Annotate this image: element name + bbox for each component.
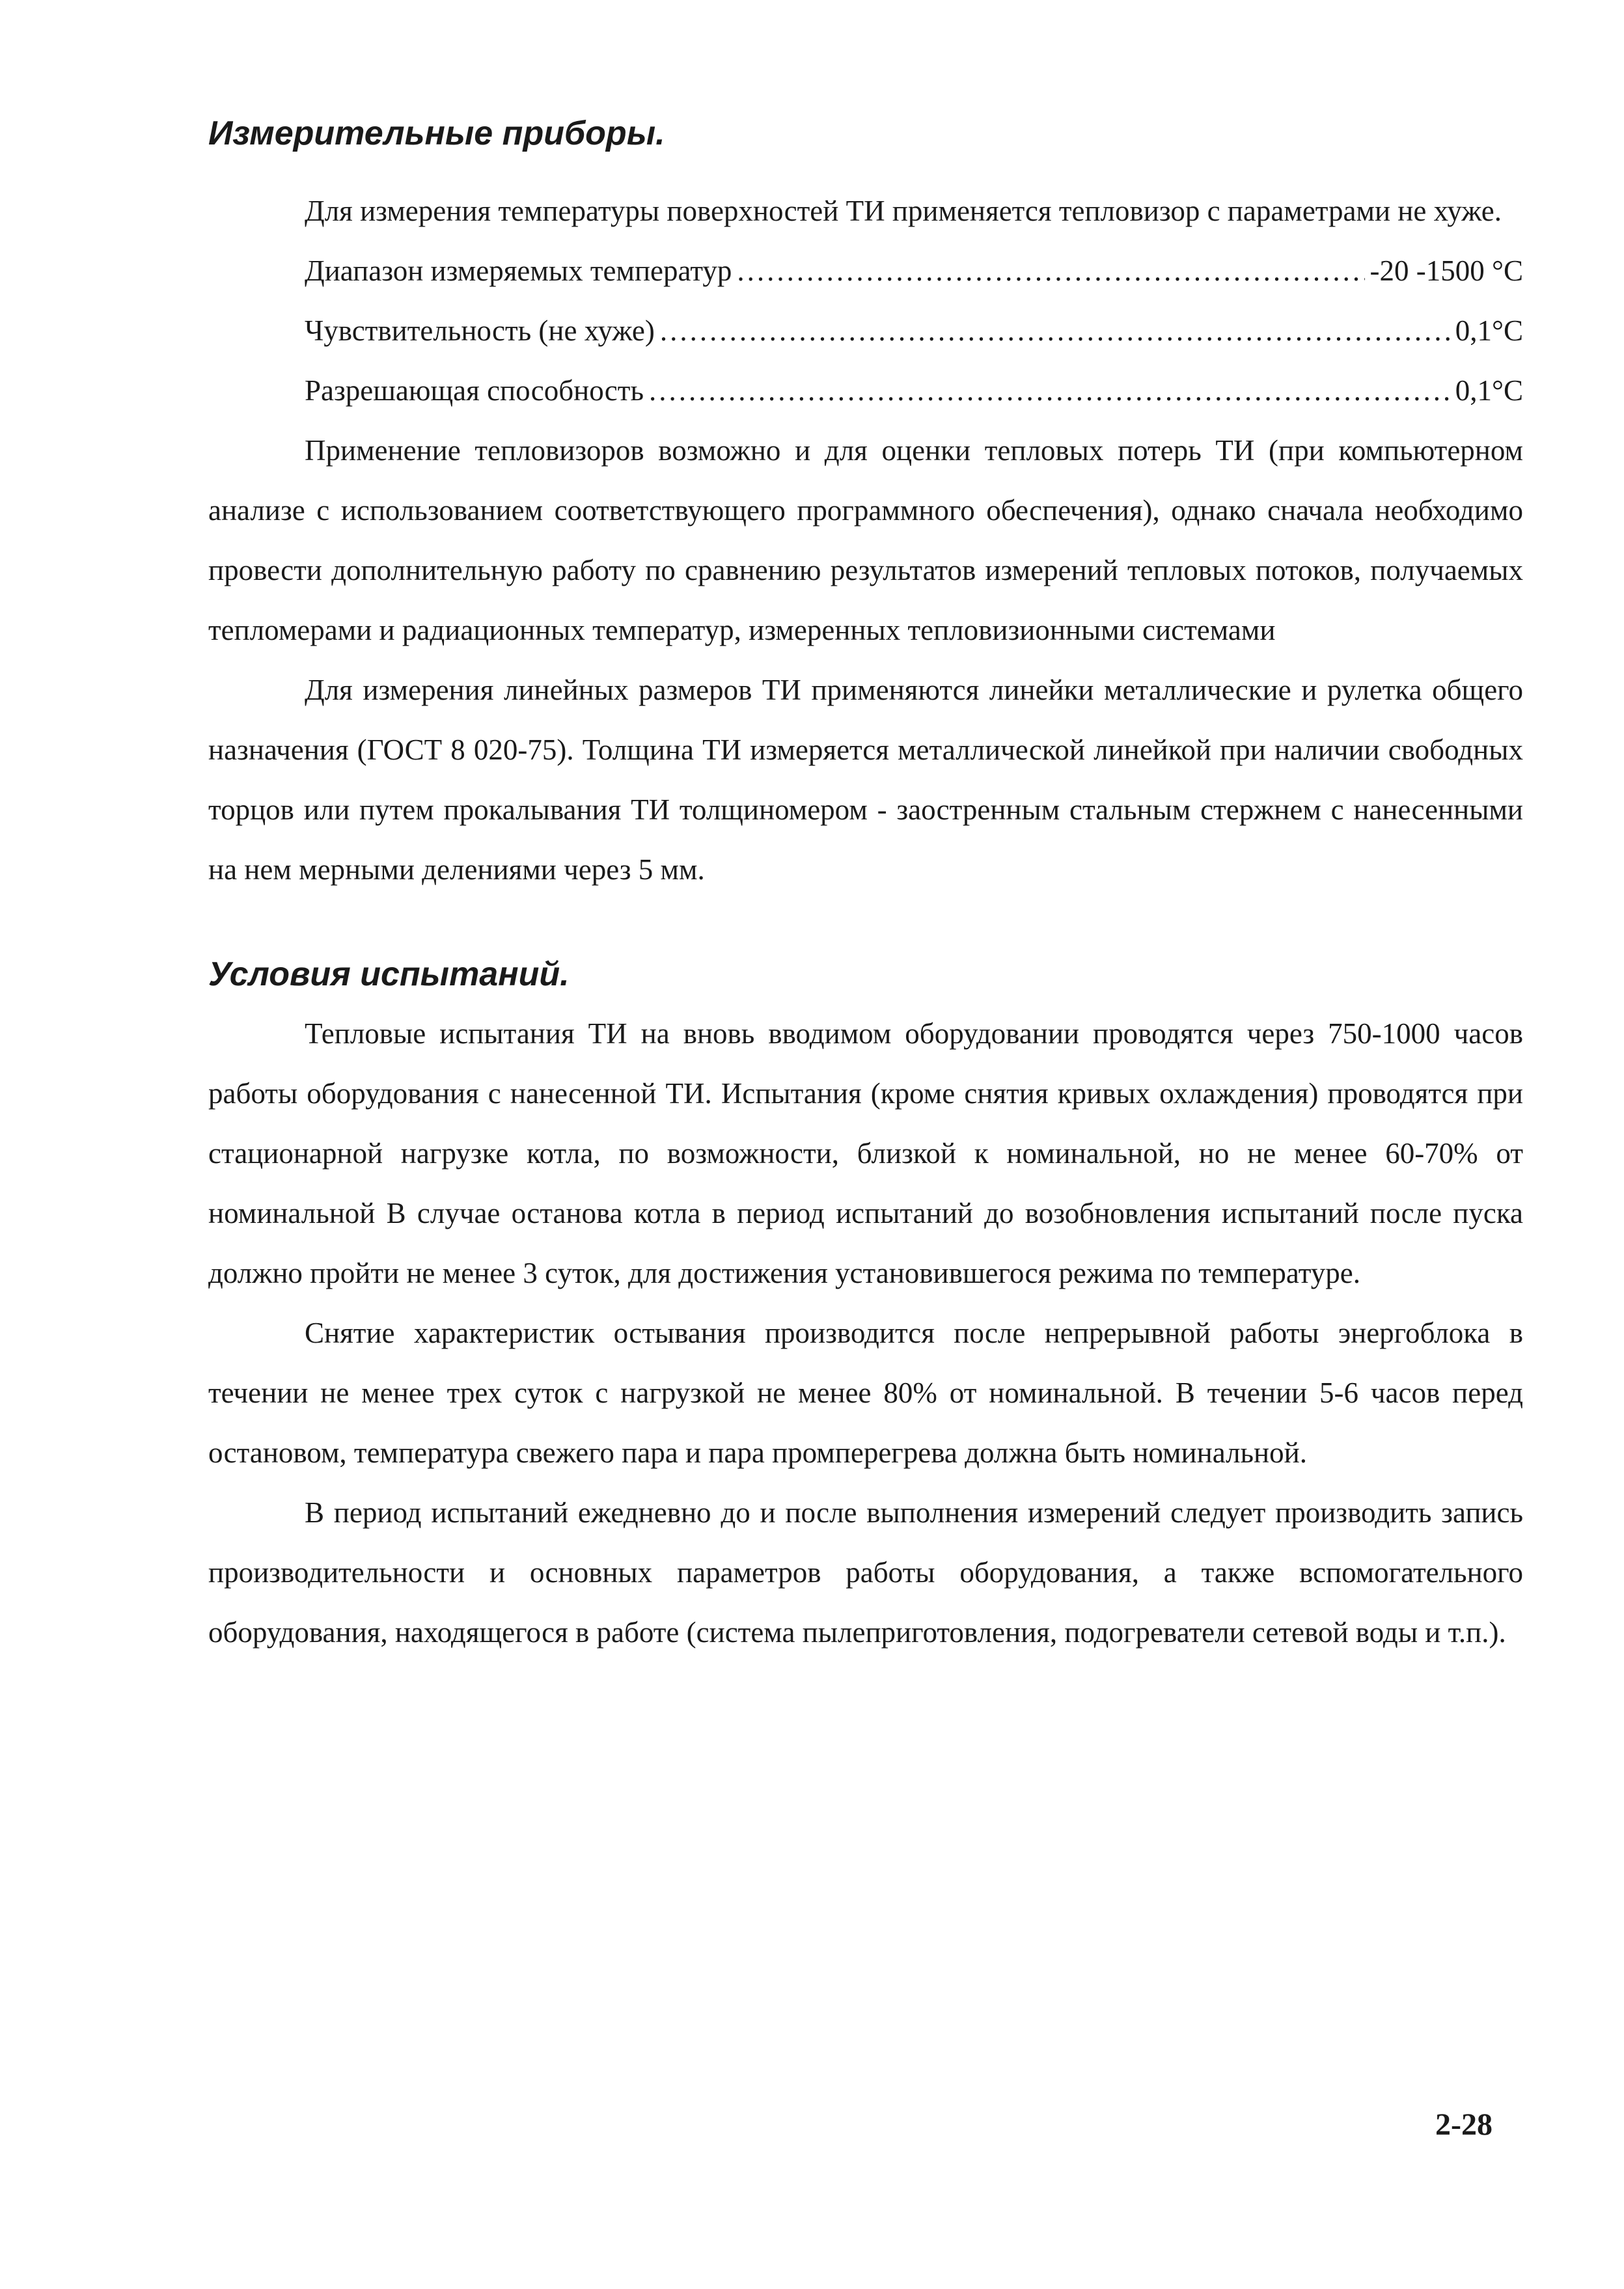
- spec-value: 0,1°С: [1455, 374, 1523, 407]
- spec-row-resolution: [208, 361, 1523, 420]
- paragraph-daily-records: В период испытаний ежедневно до и после выполнения измерений следует производить запись производительности и основных параметров работы оборудования, а также вспомогательного оборудования, находящегося в работе (система пылеприготовления, подогреватели сетевой воды и т.п.).: [208, 1496, 1523, 1649]
- document-page: [208, 111, 1523, 1662]
- dot-leader: [649, 361, 1450, 420]
- spec-value: -20 -1500 °С: [1369, 254, 1523, 287]
- spec-name: Диапазон измеряемых температур: [305, 254, 732, 287]
- spec-name: Чувствительность (не хуже): [305, 314, 655, 347]
- paragraph-cooling-characteristics: Снятие характеристик остывания производится после непрерывной работы энергоблока в течении не менее трех суток с нагрузкой не менее 80% от номинальной. В течении 5-6 часов перед остановом, температура свежего пара и пара промперегрева должна быть номинальной.: [208, 1317, 1523, 1469]
- spec-name: Разрешающая способность: [305, 374, 644, 407]
- paragraph-thermal-imager-intro: Для измерения температуры поверхностей ТИ применяется тепловизор с параметрами не хуже.: [305, 195, 1502, 227]
- spec-list: [208, 241, 1523, 420]
- spec-row-temperature-range: [208, 241, 1523, 301]
- dot-leader: [660, 301, 1450, 361]
- dot-leader: [737, 241, 1364, 301]
- paragraph-linear-measurements: Для измерения линейных размеров ТИ применяются линейки металлические и рулетка общего назначения (ГОСТ 8 020-75). Толщина ТИ измеряется металлической линейкой при наличии свободных торцов или путем прокалывания ТИ толщиномером - заостренным стальным стержнем с нанесенными на нем мерными делениями через 5 мм.: [208, 674, 1523, 886]
- spec-row-sensitivity: [208, 301, 1523, 361]
- section-title-test-conditions: Условия испытаний.: [208, 955, 570, 993]
- paragraph-test-schedule: Тепловые испытания ТИ на вновь вводимом оборудовании проводятся через 750-1000 часов работы оборудования с нанесенной ТИ. Испытания (кроме снятия кривых охлаждения) проводятся при стационарной нагрузке котла, по возможности, близкой к номинальной, но не менее 60-70% от номинальной В случае останова котла в период испытаний до возобновления испытаний после пуска должно пройти не менее 3 суток, для достижения установившегося режима по температуре.: [208, 1017, 1523, 1289]
- page-number: 2-28: [1435, 2107, 1493, 2142]
- paragraph-thermal-imager-use: Применение тепловизоров возможно и для оценки тепловых потерь ТИ (при компьютерном анализе с использованием соответствующего программного обеспечения), однако сначала необходимо провести дополнительную работу по сравнению результатов измерений тепловых потоков, получаемых тепломерами и радиационных температур, измеренных тепловизионными системами: [208, 434, 1523, 646]
- section-title-instruments: Измерительные приборы.: [208, 115, 665, 152]
- spec-value: 0,1°С: [1455, 314, 1523, 347]
